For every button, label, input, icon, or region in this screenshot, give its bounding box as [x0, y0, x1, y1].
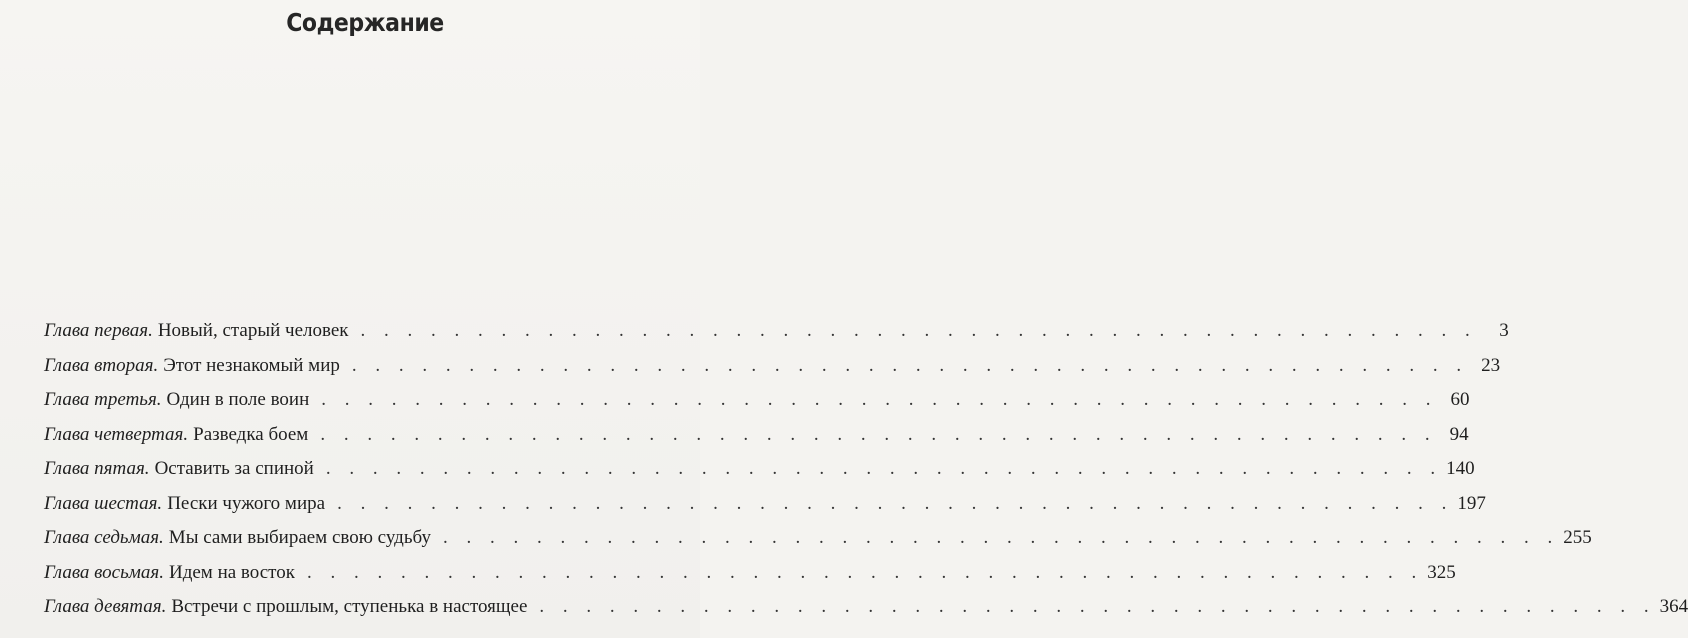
page-number: 3 — [1499, 320, 1509, 341]
chapter-title: Пески чужого мира — [167, 492, 326, 514]
toc-entry-3 — [44, 389, 1470, 424]
toc-entry-4 — [44, 423, 1469, 459]
dot-leader: . . . . . . . . . . . . . . . . . . . . . . . . . . . . . . . . . . . . . . . . . . . . . . . . — [337, 492, 1454, 514]
dot-leader: . . . . . . . . . . . . . . . . . . . . . . . . . . . . . . . . . . . . . . . . . . . . . . . . — [360, 320, 1477, 341]
chapter-label: Глава вторая. — [44, 354, 159, 376]
table-of-contents — [44, 320, 1688, 631]
page-number: 197 — [1457, 492, 1486, 514]
page-number: 364 — [1659, 596, 1688, 617]
page-number: 255 — [1563, 527, 1592, 548]
page-number: 60 — [1450, 389, 1470, 410]
toc-entry-8 — [44, 561, 1456, 597]
dot-leader: . . . . . . . . . . . . . . . . . . . . . . . . . . . . . . . . . . . . . . . . . . . . . . . . — [539, 596, 1656, 617]
toc-entry-2 — [44, 354, 1501, 390]
page-title: Содержание — [286, 8, 444, 37]
toc-entry-9 — [44, 596, 1688, 631]
toc-entry-6 — [44, 492, 1486, 528]
chapter-label: Глава шестая. — [44, 492, 163, 514]
chapter-label: Глава четвертая. — [44, 423, 189, 445]
chapter-title: Этот незнакомый мир — [163, 354, 340, 376]
chapter-label: Глава седьмая. — [44, 527, 164, 548]
chapter-title: Новый, старый человек — [157, 320, 349, 341]
dot-leader: . . . . . . . . . . . . . . . . . . . . . . . . . . . . . . . . . . . . . . . . . . . . . . . . — [351, 354, 1469, 376]
dot-leader: . . . . . . . . . . . . . . . . . . . . . . . . . . . . . . . . . . . . . . . . . . . . . . . . — [320, 423, 1437, 445]
page-number: 325 — [1427, 561, 1456, 583]
chapter-title: Идем на восток — [168, 561, 295, 583]
dot-leader: . . . . . . . . . . . . . . . . . . . . . . . . . . . . . . . . . . . . . . . . . . . . . . . . — [321, 389, 1438, 410]
chapter-label: Глава первая. — [44, 320, 153, 341]
chapter-title: Один в поле воин — [166, 389, 310, 410]
page-number: 94 — [1449, 423, 1469, 445]
page-number: 140 — [1446, 458, 1475, 479]
chapter-title: Разведка боем — [193, 423, 309, 445]
toc-entry-1 — [44, 320, 1509, 355]
dot-leader: . . . . . . . . . . . . . . . . . . . . . . . . . . . . . . . . . . . . . . . . . . . . . . . . — [306, 561, 1424, 583]
chapter-label: Глава девятая. — [44, 596, 167, 617]
chapter-label: Глава пятая. — [44, 458, 150, 479]
page-number: 23 — [1481, 354, 1501, 376]
chapter-label: Глава восьмая. — [44, 561, 164, 583]
dot-leader: . . . . . . . . . . . . . . . . . . . . . . . . . . . . . . . . . . . . . . . . . . . . . . . . — [325, 458, 1443, 479]
chapter-title: Оставить за спиной — [154, 458, 314, 479]
toc-entry-5 — [44, 458, 1475, 493]
chapter-title: Мы сами выбираем свою судьбу — [168, 527, 431, 548]
dot-leader: . . . . . . . . . . . . . . . . . . . . . . . . . . . . . . . . . . . . . . . . . . . . . . . . — [442, 527, 1560, 548]
toc-entry-7 — [44, 527, 1592, 562]
chapter-title: Встречи с прошлым, ступенька в настоящее — [171, 596, 528, 617]
chapter-label: Глава третья. — [44, 389, 162, 410]
